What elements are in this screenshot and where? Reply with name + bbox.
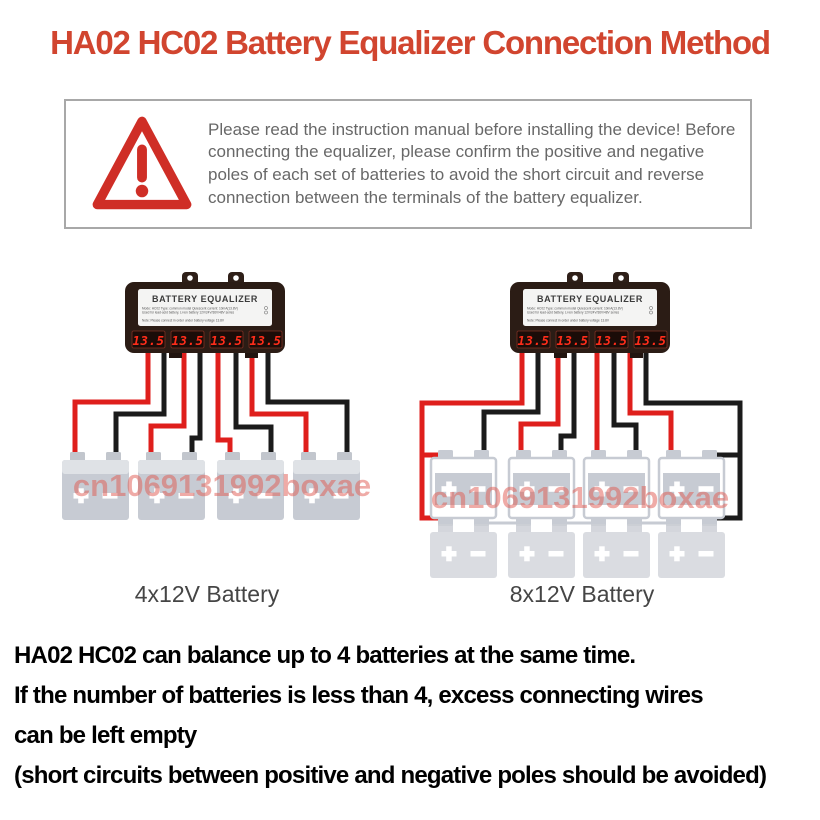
device-small-print: Note: Please connect in order under battery voltage 13.8V <box>527 318 610 323</box>
voltage-display: 13.5 <box>634 333 667 348</box>
device-small-print: Mode: HC02 Type: common model Quiescent current: 10mA(13.8V) <box>527 306 623 311</box>
device-label: BATTERY EQUALIZER <box>536 294 644 304</box>
note-line: (short circuits between positive and negative poles should be avoided) <box>14 762 767 789</box>
device-small-print: Used for lead-acid battery, Li-ion battery 12V/24V/36V/48V series <box>527 310 620 315</box>
wire-red <box>151 350 184 457</box>
wire-black <box>614 350 636 454</box>
voltage-display: 13.5 <box>210 333 243 348</box>
voltage-display: 13.5 <box>171 333 204 348</box>
voltage-display: 13.5 <box>595 333 628 348</box>
note-line: HA02 HC02 can balance up to 4 batteries at the same time. <box>14 642 636 669</box>
device-small-print: Mode: HC02 Type: common model Quiescent current: 10mA(13.8V) <box>142 306 238 311</box>
wire-black <box>561 350 574 454</box>
watermark-text: cn1069131992boxae <box>72 468 372 503</box>
watermark-text: cn1069131992boxae <box>430 480 730 515</box>
page-title: HA02 HC02 Battery Equalizer Connection Method <box>50 24 770 61</box>
note-line: If the number of batteries is less than 4, excess connecting wires <box>14 682 703 709</box>
battery <box>430 524 497 578</box>
voltage-display: 13.5 <box>517 333 550 348</box>
notes-block <box>14 642 814 802</box>
left-diagram-caption: 4x12V Battery <box>134 581 280 607</box>
battery <box>583 524 650 578</box>
voltage-display: 13.5 <box>132 333 165 348</box>
voltage-display: 13.5 <box>556 333 589 348</box>
device-small-print: Used for lead-acid battery, Li-ion battery 12V/24V/36V/48V series <box>142 310 235 315</box>
device-small-print: Note: Please connect in order under battery voltage 13.8V <box>142 318 225 323</box>
right-diagram-caption: 8x12V Battery <box>509 581 655 607</box>
wire-red <box>75 350 148 457</box>
left-diagram-wires <box>75 350 347 457</box>
wire-black <box>192 350 200 457</box>
right-equalizer-device <box>510 272 670 358</box>
warning-text: Please read the instruction manual before installing the device! Before connecting the equalizer, please confirm the positive and negative poles of each set of batteries to avoid the short circuit and reverse connection between the terminals of the battery equalizer. <box>208 119 736 207</box>
wire-red <box>218 350 230 457</box>
note-line: can be left empty <box>14 722 197 749</box>
battery <box>508 524 575 578</box>
left-equalizer-device <box>125 272 285 358</box>
voltage-display: 13.5 <box>249 333 282 348</box>
device-label: BATTERY EQUALIZER <box>151 294 259 304</box>
battery <box>658 524 725 578</box>
